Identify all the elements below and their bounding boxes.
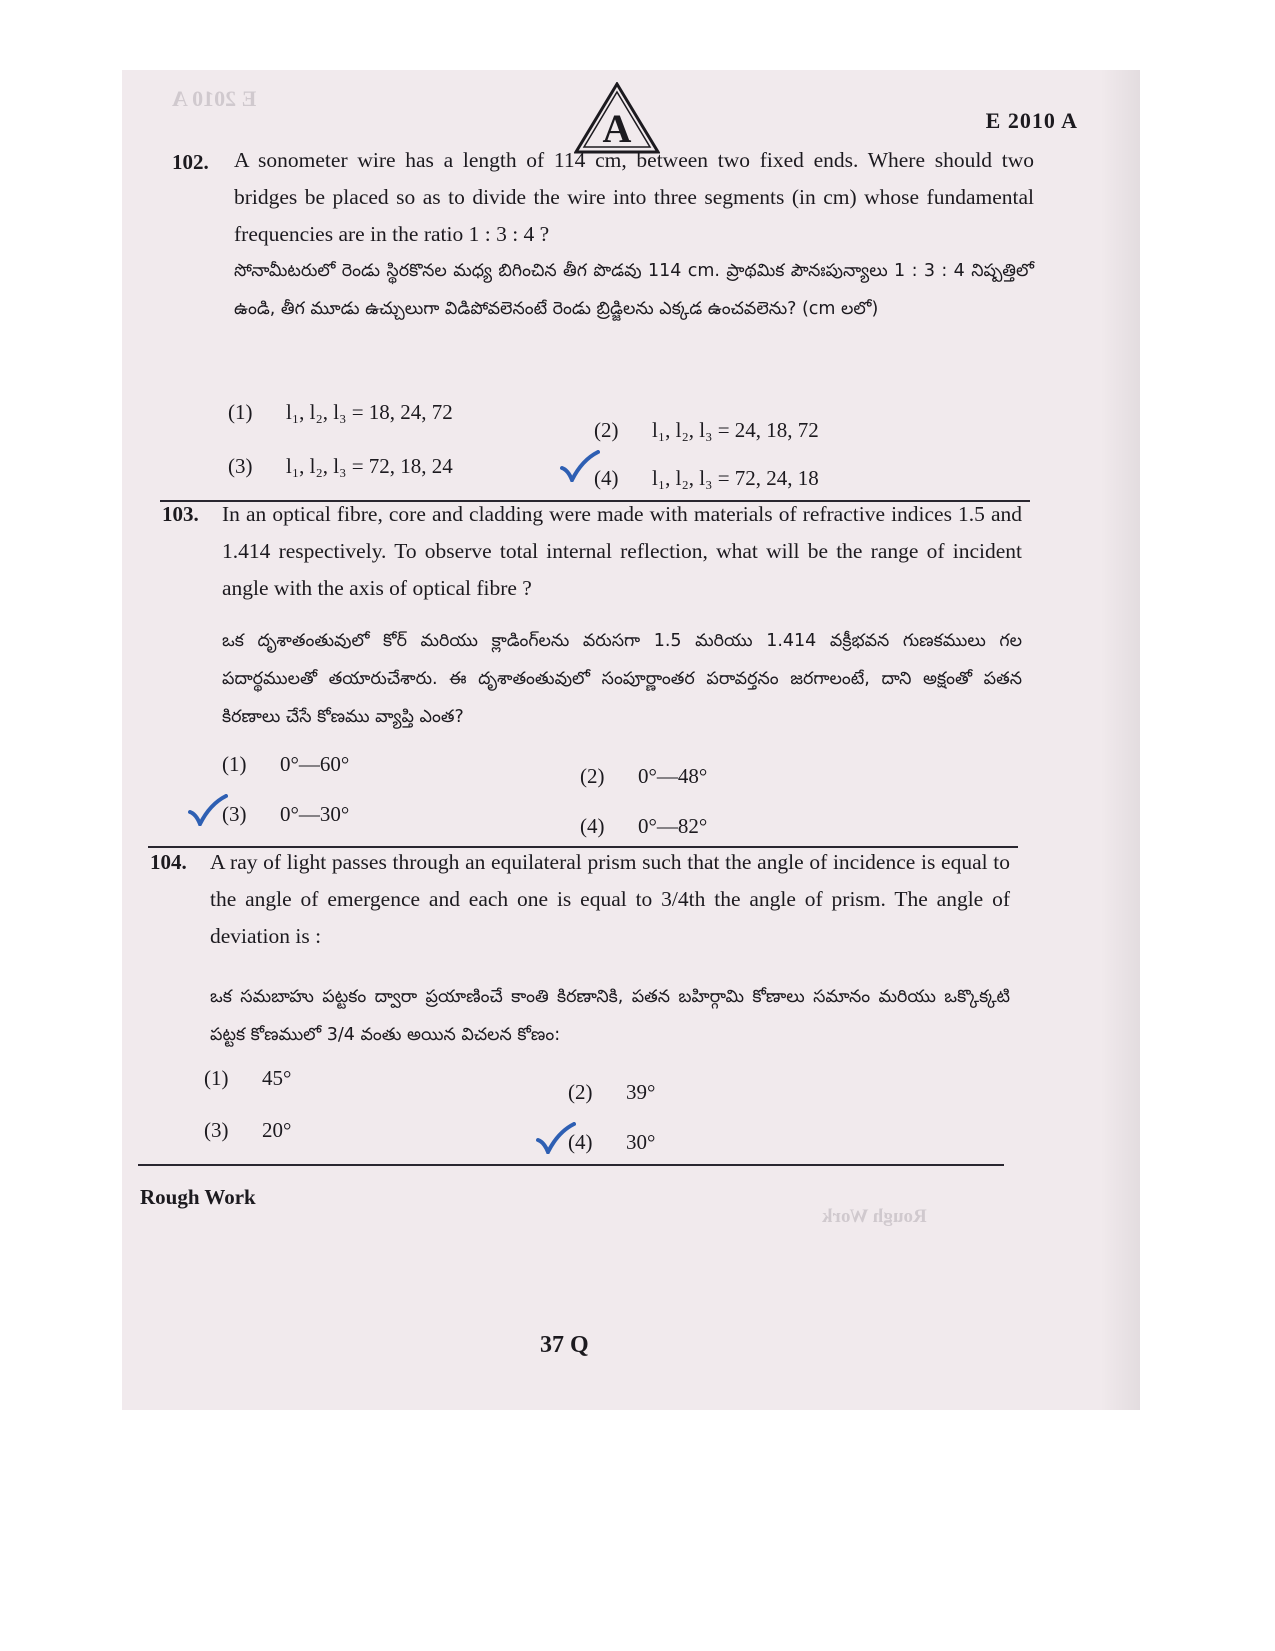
option-text: 30° [626,1130,656,1154]
option-4[interactable] [568,1130,655,1155]
option-text: 39° [626,1080,656,1104]
option-text: 0°—82° [638,814,708,838]
option-text: 0°—30° [280,802,350,826]
question-text-telugu: సోనామీటరులో రెండు స్థిరకొనల మధ్య బిగించిన తీగ పొడవు 114 cm. ప్రాథమిక పౌనఃపున్యాలు 1 : 3 : 4 నిష్పత్తిలో ఉండి, తీగ మూడు ఉచ్చులుగా విడిపోవలెనంటే రెండు బ్రిడ్జిలను ఎక్కడ ఉంచవలెను? (cm లలో) [234,261,1034,319]
option-label: (4) [580,814,605,838]
bleed-through-rough-work: Rough Work [822,1206,927,1227]
question-text-english: A sonometer wire has a length of 114 cm, between two fixed ends. Where should two bridges be placed so as to divide the wire into three segments (in cm) whose fundamental frequencies are in the ratio 1 : 3 : 4 ? [234,148,1034,246]
rough-work-label: Rough Work [140,1185,256,1209]
series-letter: A [602,106,632,151]
option-text: 20° [262,1118,292,1142]
option-1[interactable] [228,400,453,425]
option-label: (2) [568,1080,593,1104]
option-label: (1) [228,400,253,424]
option-1[interactable] [204,1066,291,1091]
option-2[interactable] [580,764,707,789]
option-3[interactable] [222,802,349,827]
option-text: l₁, l₂, l₃ = 72, 18, 24 [286,454,453,478]
option-3[interactable] [204,1118,291,1143]
answer-check-mark-icon [560,450,600,482]
question-text-telugu: ఒక సమబాహు పట్టకం ద్వారా ప్రయాణించే కాంతి కిరణానికి, పతన బహిర్గామి కోణాలు సమానం మరియు ఒక్కొక్కటి పట్టక కోణములో 3/4 వంతు అయిన విచలన కోణం: [210,987,1010,1045]
option-text: 0°—60° [280,752,350,776]
option-label: (3) [204,1118,229,1142]
question-number: 102. [172,150,209,174]
option-text: 45° [262,1066,292,1090]
paper-code: E 2010 A [985,108,1078,133]
option-label: (4) [568,1130,593,1154]
option-label: (4) [594,466,619,490]
question-text-telugu: ఒక దృశాతంతువులో కోర్ మరియు క్లాడింగ్‌లను వరుసగా 1.5 మరియు 1.414 వక్రీభవన గుణకములు గల పదార్థములతో తయారుచేశారు. ఈ దృశాతంతువులో సంపూర్ణాంతర పరావర్తనం జరగాలంటే, దాని అక్షంతో పతన కిరణాలు చేసే కోణము వ్యాప్తి ఎంత? [222,631,1022,727]
divider [138,1164,1004,1166]
question-number: 103. [162,502,199,526]
option-text: l₁, l₂, l₃ = 72, 24, 18 [652,466,819,490]
option-text: l₁, l₂, l₃ = 24, 18, 72 [652,418,819,442]
answer-check-mark-icon [536,1122,576,1154]
answer-check-mark-icon [188,794,228,826]
question-number: 104. [150,850,187,874]
bleed-through-code: E 2010 A [172,86,257,111]
option-label: (1) [222,752,247,776]
option-label: (2) [594,418,619,442]
option-2[interactable] [594,418,819,443]
option-1[interactable] [222,752,349,777]
option-text: l₁, l₂, l₃ = 18, 24, 72 [286,400,453,424]
option-3[interactable] [228,454,453,479]
option-label: (1) [204,1066,229,1090]
page-edge-shadow [1100,70,1140,1410]
scanned-page [122,70,1140,1410]
option-4[interactable] [580,814,707,839]
option-text: 0°—48° [638,764,708,788]
option-2[interactable] [568,1080,655,1105]
question-text-english: In an optical fibre, core and cladding were made with materials of refractive indices 1.5 and 1.414 respectively. To observe total internal reflection, what will be the range of incident angle with the axis of optical fibre ? [222,502,1022,600]
page-number: 37 Q [540,1332,589,1358]
option-label: (3) [228,454,253,478]
option-label: (2) [580,764,605,788]
option-4[interactable] [594,466,819,491]
question-text-english: A ray of light passes through an equilateral prism such that the angle of incidence is equal to the angle of emergence and each one is equal to 3/4th the angle of prism. The angle of deviation is : [210,850,1010,948]
option-label: (3) [222,802,247,826]
